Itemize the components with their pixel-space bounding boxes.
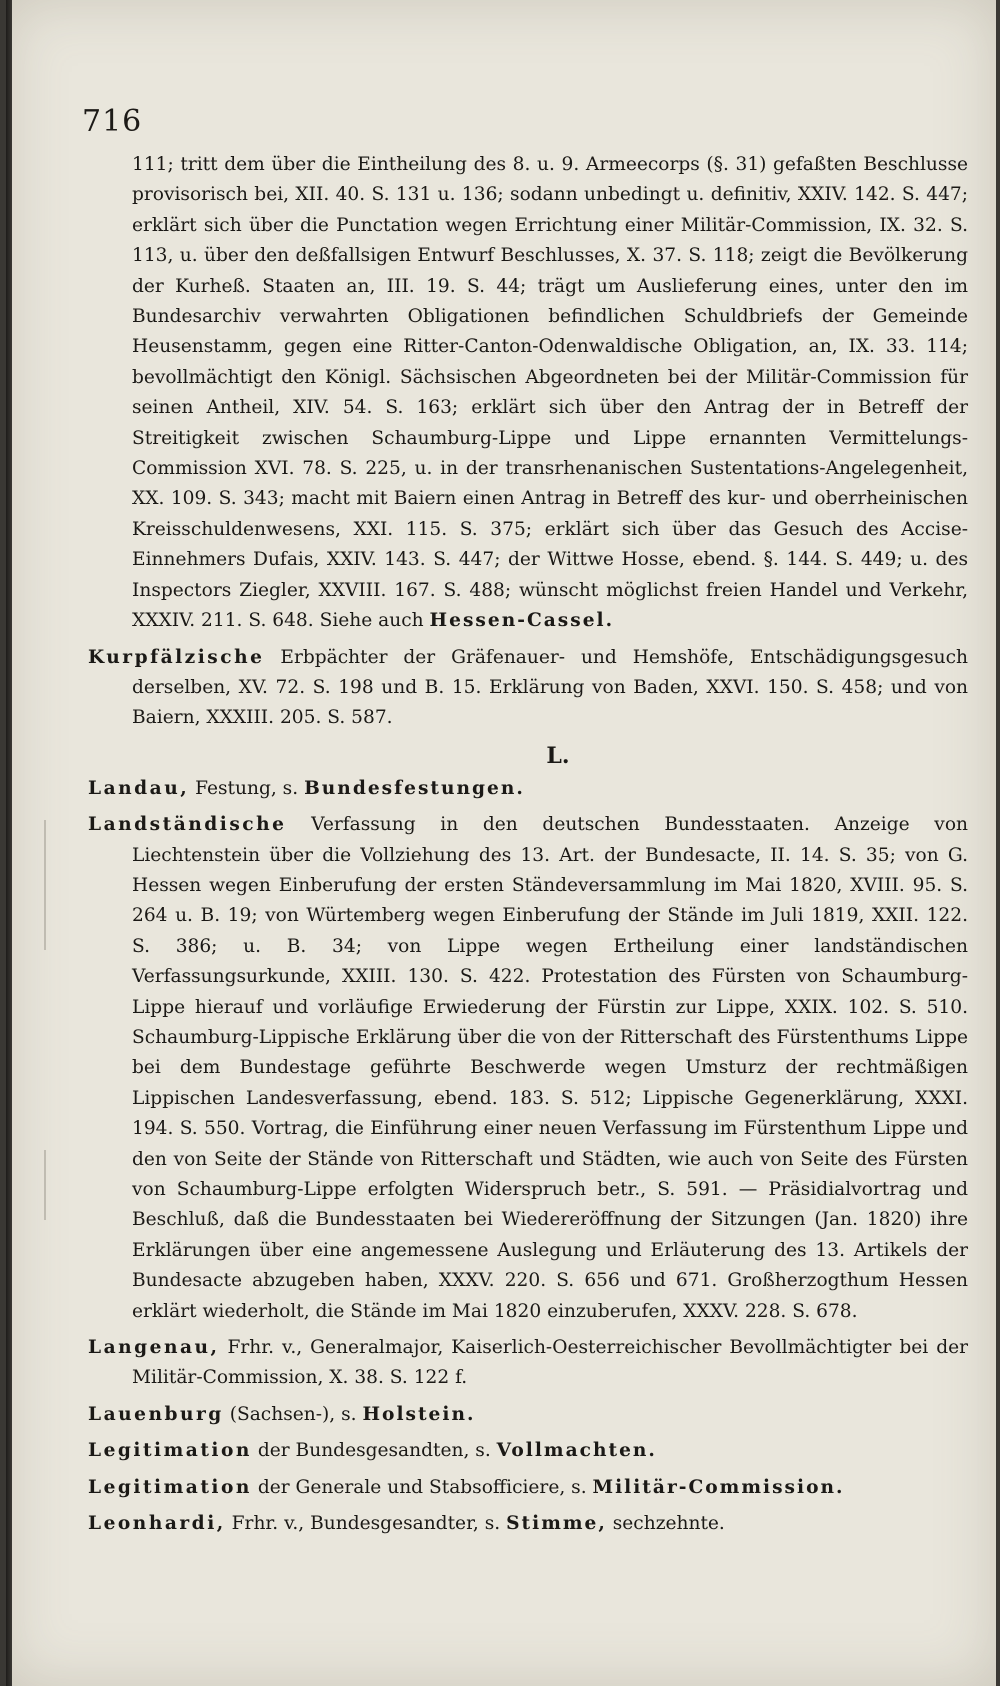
index-entry-landau xyxy=(88,774,968,804)
entry-text: Frhr. v., Generalmajor, Kaiserlich-Oesterreichischer Bevollmächtigter bei der Militär-Commission, X. 38. S. 122 f. xyxy=(132,1337,968,1389)
entry-text: der Generale und Stabsofficiere, s. xyxy=(257,1476,587,1498)
index-content xyxy=(88,150,968,1545)
entry-headword: Legitimation xyxy=(88,1476,252,1498)
entry-headword: Leonhardi, xyxy=(88,1513,226,1535)
index-entry-landstaendische xyxy=(88,810,968,1327)
cross-reference-link[interactable]: Stimme, xyxy=(506,1513,607,1535)
index-entry-continuation xyxy=(88,150,968,637)
entry-text: der Bundesgesandten, s. xyxy=(257,1440,491,1462)
scan-edge xyxy=(6,0,12,1686)
entry-text: 111; tritt dem über die Eintheilung des 8. u. 9. Armeecorps (§. 31) gefaßten Beschlusse provisorisch bei, XII. 40. S. 131 u. 136; sodann unbedingt u. definitiv, XXIV. 142. S. 447; erklärt sich über die Punctation wegen Errichtung einer Militär-Commission, IX. 32. S. 113, u. über den deßfallsigen Entwurf Beschlusses, X. 37. S. 118; zeigt die Bevölkerung der Kurheß. Staaten an, III. 19. S. 44; trägt um Auslieferung eines, unter den im Bundesarchiv verwahrten Obligationen befindlichen Schuldbriefs der Gemeinde Heusenstamm, gegen eine Ritter-Canton-Odenwaldische Obligation, an, IX. 33. 114; bevollmächtigt den Königl. Sächsischen Abgeordneten bei der Militär-Commission für seinen Antheil, XIV. 54. S. 163; erklärt sich über den Antrag der in Betreff der Streitigkeit zwischen Schaumburg-Lippe und Lippe ernannten Vermittelungs-Commission XVI. 78. S. 225, u. in der transrhenanischen Sustentations-Angelegenheit, XX. 109. S. 343; macht mit Baiern einen Antrag in Betreff des kur- und oberrheinischen Kreisschuldenwesens, XXI. 115. S. 375; erklärt sich über das Gesuch des Accise-Einnehmers Dufais, XXIV. 143. S. 447; der Wittwe Hosse, ebend. §. 144. S. 449; u. des Inspectors Ziegler, XXVIII. 167. S. 488; wünscht möglichst freien Handel und Verkehr, XXXIV. 211. S. 648. xyxy=(132,154,968,632)
entry-headword: Legitimation xyxy=(88,1440,252,1462)
index-entry-leonhardi xyxy=(88,1509,968,1539)
cross-reference-link[interactable]: Militär-Commission. xyxy=(592,1476,845,1498)
index-entry-langenau xyxy=(88,1333,968,1394)
cross-reference-link[interactable]: Bundesfestungen. xyxy=(304,777,525,799)
entry-text: Erbpächter der Gräfenauer- und Hemshöfe, Entschädigungsgesuch derselben, XV. 72. S. 198 und B. 15. Erklärung von Baden, XXVI. 150. S. 458; und von Baiern, XXXIII. 205. S. 587. xyxy=(132,646,968,729)
index-entry-kurpfaelzische xyxy=(88,643,968,734)
page-number: 716 xyxy=(82,104,143,139)
entry-text: Festung, s. xyxy=(195,777,299,799)
entry-headword: Kurpfälzische xyxy=(88,646,265,668)
see-also-prefix: Siehe auch xyxy=(319,610,424,632)
entry-tail: sechzehnte. xyxy=(612,1513,725,1535)
document-page xyxy=(6,0,996,1686)
entry-headword: Langenau, xyxy=(88,1337,220,1359)
entry-text: Frhr. v., Bundesgesandter, s. xyxy=(231,1513,501,1535)
index-entry-lauenburg xyxy=(88,1400,968,1430)
cross-reference-link[interactable]: Hessen-Cassel. xyxy=(429,610,615,632)
index-entry-legitimation-generale xyxy=(88,1473,968,1503)
entry-headword: Landau, xyxy=(88,777,190,799)
cross-reference-link[interactable]: Vollmachten. xyxy=(496,1440,657,1462)
margin-pencil-mark xyxy=(44,1150,46,1220)
index-entry-legitimation-gesandte xyxy=(88,1436,968,1466)
entry-headword: Landständische xyxy=(88,814,287,836)
section-letter: L. xyxy=(546,742,570,769)
entry-headword: Lauenburg xyxy=(88,1403,224,1425)
entry-text: (Sachsen-), s. xyxy=(229,1403,357,1425)
entry-text: Verfassung in den deutschen Bundesstaaten. Anzeige von Liechtenstein über die Vollziehung des 13. Art. der Bundesacte, II. 14. S. 35; von G. Hessen wegen Einberufung der ersten Ständeversammlung im Mai 1820, XVIII. 95. S. 264 u. B. 19; von Würtemberg wegen Einberufung der Stände im Juli 1819, XXII. 122. S. 386; u. B. 34; von Lippe wegen Ertheilung einer landständischen Verfassungsurkunde, XXIII. 130. S. 422. Protestation des Fürsten von Schaumburg-Lippe hierauf und vorläufige Erwiederung der Fürstin zur Lippe, XXIX. 102. S. 510. Schaumburg-Lippische Erklärung über die von der Ritterschaft des Fürstenthums Lippe bei dem Bundestage geführte Beschwerde wegen Umsturz der rechtmäßigen Lippischen Landesverfassung, ebend. 183. S. 512; Lippische Gegenerklärung, XXXI. 194. S. 550. Vortrag, die Einführung einer neuen Verfassung im Fürstenthum Lippe und den von Seite der Stände von Ritterschaft und Städten, wie auch von Seite des Fürsten von Schaumburg-Lippe erfolgten Widerspruch betr., S. 591. — Präsidialvortrag und Beschluß, daß die Bundesstaaten bei Wiedereröffnung der Sitzungen (Jan. 1820) ihre Erklärungen über eine angemessene Auslegung und Erläuterung des 13. Artikels der Bundesacte abzugeben haben, XXXV. 220. S. 656 und 671. Großherzogthum Hessen erklärt wiederholt, die Stände im Mai 1820 einzuberufen, XXXV. 228. S. 678. xyxy=(132,814,968,1322)
margin-pencil-mark xyxy=(44,820,46,950)
cross-reference-link[interactable]: Holstein. xyxy=(362,1403,476,1425)
